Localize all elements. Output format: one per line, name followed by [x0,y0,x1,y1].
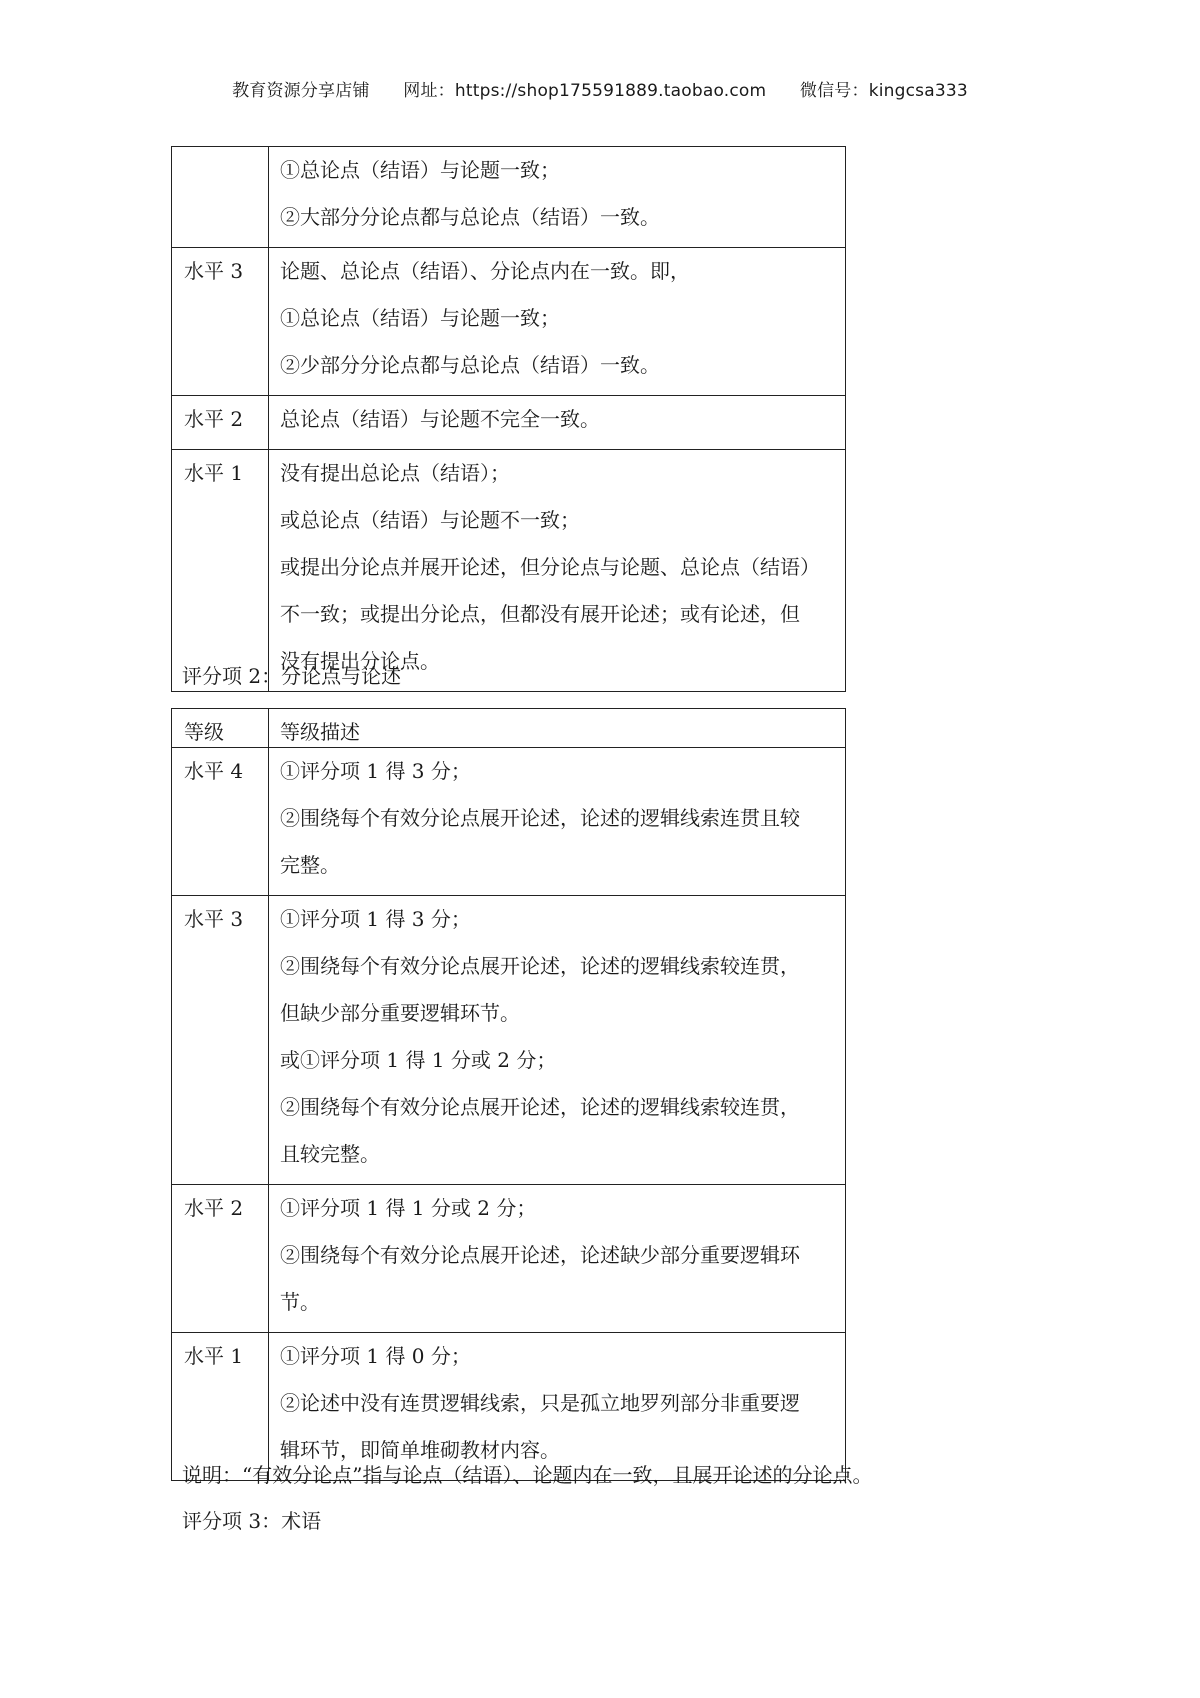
table-header-row [172,709,846,748]
description-cell [269,248,846,396]
description-line: ①总论点（结语）与论题一致； [280,158,560,182]
description-line: 且较完整。 [280,1142,380,1166]
explanation-note: 说明：“有效分论点”指与论点（结语）、论题内在一致，且展开论述的分论点。 [182,1463,873,1487]
table-row [172,1333,846,1481]
description-line: ②少部分分论点都与总论点（结语）一致。 [280,353,660,377]
description-cell [269,1185,846,1333]
table-row [172,748,846,896]
table-row [172,1185,846,1333]
description-line: ①评分项 1 得 3 分； [280,759,471,783]
level-cell [172,748,269,896]
level-label [172,147,268,155]
description-line: ①评分项 1 得 1 分或 2 分； [280,1196,537,1220]
description-line: ①评分项 1 得 3 分； [280,907,471,931]
description-line: ①总论点（结语）与论题一致； [280,306,560,330]
level-label: 水平 3 [184,907,244,931]
level-cell [172,1185,269,1333]
table-row [172,147,846,248]
header-desc: 等级描述 [280,720,360,744]
scoring-item-3-caption: 评分项 3：术语 [182,1509,322,1533]
description-line: 辑环节，即简单堆砌教材内容。 [280,1438,560,1462]
description-line: 节。 [280,1290,320,1314]
description-cell [269,896,846,1185]
description-line: ②围绕每个有效分论点展开论述，论述的逻辑线索较连贯， [280,954,800,978]
level-label: 水平 2 [184,407,244,431]
level-cell [172,896,269,1185]
scoring-table-2 [171,708,846,1481]
scoring-item-2-caption: 评分项 2：分论点与论述 [182,664,402,688]
wechat-id: 微信号：kingcsa333 [799,81,968,101]
description-line: 论题、总论点（结语）、分论点内在一致。即， [280,259,690,283]
description-line: ②围绕每个有效分论点展开论述，论述的逻辑线索连贯且较 [280,806,800,830]
level-label: 水平 2 [184,1196,244,1220]
level-cell [172,396,269,450]
level-cell [172,147,269,248]
level-label: 水平 1 [184,461,244,485]
description-line: 完整。 [280,853,340,877]
table-row [172,396,846,450]
description-cell [269,1333,846,1481]
level-label: 水平 4 [184,759,244,783]
table-1-body [172,147,846,692]
level-cell [172,1333,269,1481]
description-line: 但缺少部分重要逻辑环节。 [280,1001,520,1025]
scoring-table-1 [171,146,846,692]
description-line: ①评分项 1 得 0 分； [280,1344,471,1368]
table-2-body [172,748,846,1481]
table-row [172,248,846,396]
description-line: 或提出分论点并展开论述，但分论点与论题、总论点（结语） [280,555,820,579]
level-label: 水平 1 [184,1344,244,1368]
table-row [172,450,846,692]
description-cell [269,396,846,450]
level-label: 水平 3 [184,259,244,283]
description-cell [269,748,846,896]
page-header [0,76,1200,101]
description-line: 没有提出总论点（结语）； [280,461,510,485]
description-line: 或总论点（结语）与论题不一致； [280,508,580,532]
header-level: 等级 [184,720,224,744]
description-line: 或①评分项 1 得 1 分或 2 分； [280,1048,557,1072]
table-row [172,896,846,1185]
level-cell [172,450,269,692]
shop-name: 教育资源分享店铺 [232,81,370,101]
description-line: 没有提出分论点。 [280,649,440,673]
header-desc-cell [269,709,846,748]
description-line: 总论点（结语）与论题不完全一致。 [280,407,600,431]
description-cell [269,450,846,692]
description-line: ②论述中没有连贯逻辑线索，只是孤立地罗列部分非重要逻 [280,1391,800,1415]
description-line: ②围绕每个有效分论点展开论述，论述缺少部分重要逻辑环 [280,1243,800,1267]
description-line: 不一致；或提出分论点，但都没有展开论述；或有论述，但 [280,602,800,626]
description-line: ②围绕每个有效分论点展开论述，论述的逻辑线索较连贯， [280,1095,800,1119]
description-cell [269,147,846,248]
header-level-cell [172,709,269,748]
shop-url: 网址：https://shop175591889.taobao.com [403,81,767,101]
description-line: ②大部分分论点都与总论点（结语）一致。 [280,205,660,229]
level-cell [172,248,269,396]
